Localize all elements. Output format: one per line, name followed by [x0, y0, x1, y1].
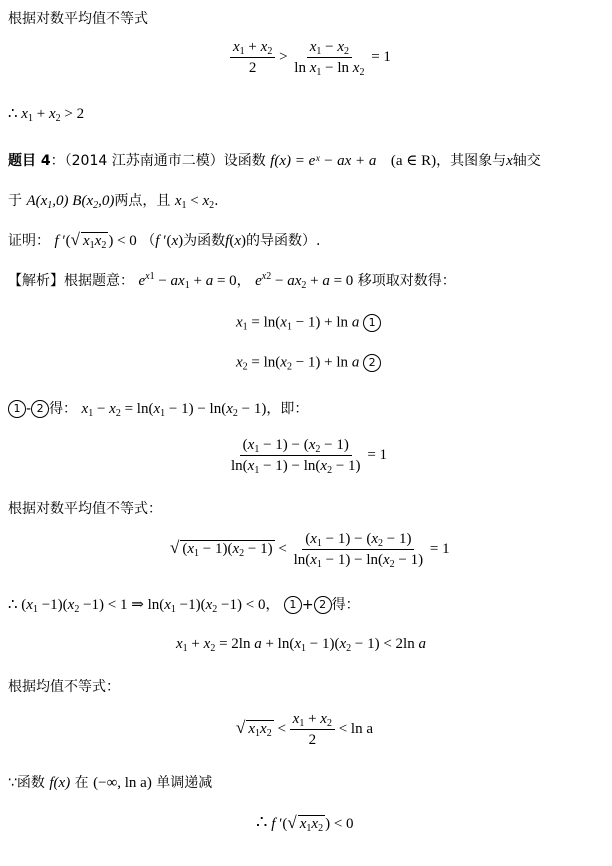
conclusion-2: ∴ $(x_1 -1)(x_2 -1) < 1$ ⇒ $\ln(x_1 -1)(x_2 -1) < 0$: [8, 597, 266, 615]
condition: $x_1 < x_2$: [174, 193, 215, 211]
prove-expression: f ′(√ $x_1x_2$ ) < 0: [54, 230, 137, 251]
problem-statement: 题目 4：（2014 江苏南通市二模）设函数 f(x) = eˣ − ax + a (a ∈ R)，其图象与x轴交: [8, 153, 541, 169]
final-conclusion: ∴ f ′(√ $x_1x_2$ ) < 0: [256, 812, 354, 834]
log-mean-inequality: √ $(x_1 - 1)(x_2 - 1)$ < $\frac{(x_1 - 1) - (x_2 - 1)}{\ln(x_1 - 1) - \ln(x_2 - 1)}$ = 1: [170, 531, 450, 570]
subtract-equation: $x_1 - x_2 = \ln(x_1 - 1) - \ln(x_2 - 1)$: [81, 401, 267, 419]
solution-label: 【解析】: [8, 273, 64, 289]
subtract-line: 1 - 2 得： $x_1 - x_2 = \ln(x_1 - 1) - \ln(x_2 - 1)$，即：: [8, 398, 308, 418]
paragraph-log-mean: 根据对数平均值不等式: [8, 11, 148, 27]
equation-2: $x_2 = \ln(x_2 - 1) + \ln a$ 2: [236, 354, 381, 372]
solution-intro: 【解析】根据题意： $e^{x1} - ax_1 + a = 0$， $e^{x2} - ax_2 + a = 0$ 移项取对数得：: [8, 271, 456, 291]
equation-1: $x_1 = \ln(x_1 - 1) + \ln a$ 1: [236, 314, 381, 332]
equation-b: $e^{x2} - ax_2 + a = 0$: [255, 271, 354, 291]
ratio-equation: $\frac{(x_1 - 1) - (x_2 - 1)}{\ln(x_1 - 1) - \ln(x_2 - 1)}$ = 1: [231, 437, 388, 476]
equation-log-mean: $\frac{x_1 + x_2}{2}$ > $\frac{x_1 - x_2}{\ln x_1 - \ln x_2}$ = 1: [230, 38, 391, 77]
paragraph-log-mean-2: 根据对数平均值不等式：: [8, 501, 162, 517]
conclusion-2-line: ∴ $(x_1 -1)(x_2 -1) < 1$ ⇒ $\ln(x_1 -1)(x_2 -1) < 0$， 1 + 2 得：: [8, 597, 360, 615]
circled-2: 2: [363, 354, 381, 372]
problem-line-2: 于 $A(x_1,0)$ $B(x_2,0)$两点，且 $x_1 < x_2$.: [8, 193, 219, 211]
problem-title: 题目 4: [8, 153, 51, 169]
conclusion-1: ∴ $x_1 + x_2 > 2$: [8, 106, 85, 124]
circled-1: 1: [363, 314, 381, 332]
points: $A(x_1,0)$ $B(x_2,0)$: [26, 193, 115, 211]
function-def: f(x) = eˣ − ax + a: [270, 153, 377, 169]
paragraph-am-gm: 根据均值不等式：: [8, 679, 120, 695]
equation-a: $e^{x1} - ax_1 + a = 0$: [138, 271, 237, 291]
prove-line: 证明： f ′(√ $x_1x_2$ ) < 0 （f ′(x)为函数f(x)的导函数）.: [8, 230, 321, 251]
sum-equation: $x_1 + x_2 = 2\ln$ $a + \ln(x_1 - 1)(x_2 - 1) < 2\ln$ a: [176, 636, 426, 654]
am-gm-inequality: √ $x_1x_2$ < $\frac{x_1 + x_2}{2}$ < ln a: [236, 711, 374, 748]
monotonic-line: ∵函数 f(x) 在 (−∞, ln a) 单调递减: [8, 775, 213, 791]
